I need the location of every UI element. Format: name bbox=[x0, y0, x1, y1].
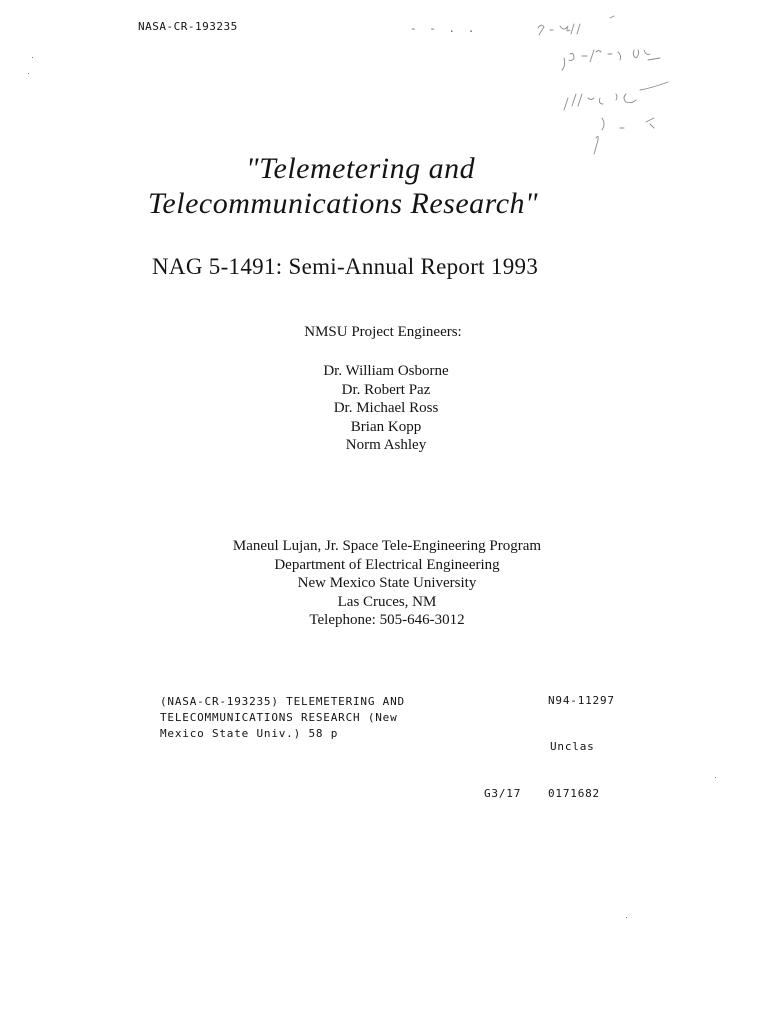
scan-marks: - - . . bbox=[410, 22, 478, 35]
title-line-2: Telecommunications Research" bbox=[148, 187, 539, 220]
university-name: New Mexico State University bbox=[297, 575, 477, 591]
citation-line: (NASA-CR-193235) TELEMETERING AND bbox=[160, 695, 405, 708]
catalog-citation bbox=[160, 694, 405, 742]
engineer-name: Dr. William Osborne bbox=[323, 363, 449, 379]
classification: Unclas bbox=[550, 740, 595, 753]
telephone: Telephone: 505-646-3012 bbox=[309, 612, 465, 628]
engineers-heading: NMSU Project Engineers: bbox=[304, 324, 462, 340]
document-id: 0171682 bbox=[548, 787, 600, 800]
engineer-name: Dr. Michael Ross bbox=[333, 400, 439, 416]
subject-category: G3/17 bbox=[484, 787, 522, 800]
affiliation-block bbox=[2, 537, 770, 630]
location: Las Cruces, NM bbox=[337, 593, 437, 610]
program-name: Maneul Lujan, Jr. Space Tele-Engineering Program bbox=[232, 538, 542, 554]
report-number: NASA-CR-193235 bbox=[138, 20, 238, 33]
scan-speck bbox=[715, 777, 716, 778]
department-name: Department of Electrical Engineering bbox=[274, 556, 500, 573]
report-subtitle: NAG 5-1491: Semi-Annual Report 1993 bbox=[152, 254, 539, 279]
engineer-name: Dr. Robert Paz bbox=[341, 381, 431, 398]
engineer-name: Norm Ashley bbox=[345, 437, 427, 453]
scan-speck bbox=[626, 917, 627, 918]
scan-speck bbox=[28, 73, 29, 74]
citation-line: TELECOMMUNICATIONS RESEARCH (New bbox=[160, 711, 398, 724]
engineers-list bbox=[1, 362, 770, 455]
citation-line: Mexico State Univ.) 58 p bbox=[160, 727, 339, 740]
handwritten-annotation bbox=[530, 10, 700, 160]
scan-speck bbox=[32, 57, 33, 58]
title-line-1: "Telemetering and bbox=[246, 152, 476, 185]
accession-number: N94-11297 bbox=[548, 694, 615, 707]
engineer-name: Brian Kopp bbox=[350, 418, 422, 435]
